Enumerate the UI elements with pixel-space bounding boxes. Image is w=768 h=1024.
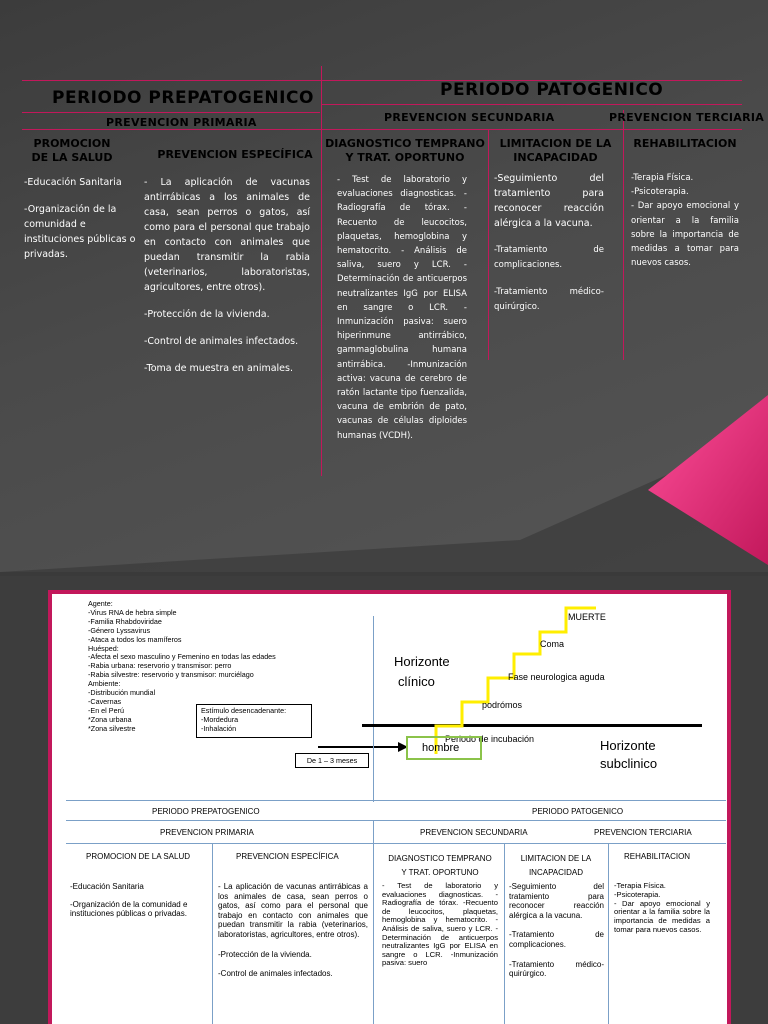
col-especifica-heading: PREVENCION ESPECÍFICA: [236, 852, 339, 861]
rehabilitacion-list: [631, 171, 739, 270]
list-item: -Control de animales infectados.: [218, 969, 333, 979]
list-item: -Tratamiento de complicaciones.: [494, 245, 604, 270]
periodo-prepatogenico-heading: PERIODO PREPATOGENICO: [152, 807, 260, 816]
podromos-label: podrómos: [482, 700, 523, 710]
col-limitacion-heading: LIMITACION DE LA INCAPACIDAD: [499, 137, 612, 164]
slide-2: [0, 576, 768, 1024]
slide-content: [52, 594, 727, 1024]
promocion-list: [70, 882, 210, 919]
col-diagnostico-heading: DIAGNOSTICO TEMPRANO Y TRAT. OPORTUNO: [325, 137, 485, 164]
col-promocion-heading: PROMOCION DE LA SALUD: [86, 852, 191, 861]
incubacion-label: Periodo de incubación: [445, 734, 535, 744]
col-limitacion-heading: LIMITACION DE LA INCAPACIDAD: [520, 854, 592, 877]
list-item: -Terapia Física.: [614, 881, 666, 890]
col-promocion-heading: PROMOCION DE LA SALUD: [31, 137, 113, 164]
especifica-list: [144, 175, 310, 388]
header-rule-right: [322, 104, 742, 105]
prevention-rule: [22, 129, 742, 130]
col-rehabilitacion-heading: REHABILITACION: [624, 852, 691, 861]
muerte-label: MUERTE: [568, 612, 606, 622]
especifica-list: [218, 882, 368, 979]
list-item: - Dar apoyo emocional y orientar a la familia sobre la importancia de medidas a tomar para nuevos casos.: [631, 201, 739, 269]
list-item: -Psicoterapia.: [614, 889, 661, 899]
horizonte-subclinico-label: Horizonte subclinico: [600, 738, 658, 771]
list-item: -Protección de la vivienda.: [144, 309, 270, 320]
list-item: -Educación Sanitaria: [24, 177, 122, 188]
limitacion-list: [509, 882, 604, 979]
arrow-right-icon: [318, 740, 408, 754]
table-divider-left: [212, 843, 213, 1024]
list-item: -Terapia Física.: [631, 173, 694, 183]
list-item: - La aplicación de vacunas antirrábicas a los animales de casa, sean perros o gatos, así como para el personal que trabajo en contacto con animales que puedan transmitir la rabia (veterinarios, laboratoristas, agricultores, entre otros).: [144, 177, 310, 293]
coma-label: Coma: [540, 639, 565, 649]
list-item: -Educación Sanitaria: [70, 882, 144, 891]
list-item: -Psicoterapia.: [631, 187, 689, 198]
table-divider-right-1: [504, 843, 505, 1024]
col-diagnostico-heading: DIAGNOSTICO TEMPRANO Y TRAT. OPORTUNO: [388, 854, 492, 877]
prevencion-secundaria-heading: PREVENCION SECUNDARIA: [384, 111, 555, 124]
col-rehabilitacion-heading: REHABILITACION: [633, 137, 737, 150]
agente-list: Agente: -Virus RNA de hebra simple -Familia Rhabdoviridae -Género Lyssavirus -Ataca a todos los mamíferos Huésped: -Afecta el sexo masculino y Femenino en todas las edades -Rabia urbana: reservorio y transmisor: perro -Rabia silvestre: reservorio y transmisor: murciélago Ambiente: -Distribución mundial -Cavernas -En el Perú *Zona urbana *Zona silvestre: [88, 599, 276, 733]
col-divider-2: [623, 110, 624, 360]
list-item: -Protección de la vivienda.: [218, 949, 312, 959]
estimulo-box: Estímulo desencadenante: -Mordedura -Inhalación: [196, 704, 312, 738]
prevencion-primaria-heading: PREVENCION PRIMARIA: [106, 116, 257, 129]
header-rule-left: [22, 112, 320, 113]
diagnostico-text: - Test de laboratorio y evaluaciones diagnosticas. -Radiografía de tórax. -Recuento de leucocitos, plaquetas, hemoglobina y hematocrito. - Análisis de saliva, suero y LCR. -Determinación de anticuerpos neutralizantes IgG por ELISA en sangre o LCR. -Inmunización pasiva: suero hiperinmune antirrábico, gammaglobulina humana antirrábica. -Inmunización activa: vacuna de cerebro de ratón lactante tipo fuenzalida, vacuna de embrión de pato, vacunas de células diploides humanas (VCDH).: [337, 175, 467, 441]
list-item: -Tratamiento de complicaciones.: [509, 930, 604, 949]
promocion-list: [24, 175, 148, 274]
table-rule-2: [66, 820, 726, 821]
fase-label: Fase neurologica aguda: [508, 672, 605, 682]
table-rule-3: [66, 843, 726, 844]
list-item: - Dar apoyo emocional y orientar a la familia sobre la importancia de medidas a tomar para nuevos casos.: [614, 898, 710, 934]
list-item: -Tratamiento médico-quirúrgico.: [494, 287, 604, 312]
period-divider: [373, 616, 374, 802]
diagnostico-text: - Test de laboratorio y evaluaciones diagnosticas. -Radiografía de tórax. -Recuento de leucocitos, plaquetas, hemoglobina y hematocrito. - Análisis de saliva, suero y LCR. -Determinación de anticuerpos neutralizantes IgG por ELISA en sangre o LCR. -Inmunización pasiva: suero: [382, 881, 498, 968]
prevencion-secundaria-heading: PREVENCION SECUNDARIA: [420, 828, 528, 837]
list-item: -Seguimiento del tratamiento para reconocer reacción alérgica a la vacuna.: [494, 173, 604, 229]
pink-accent-shape: [648, 395, 768, 565]
list-item: -Control de animales infectados.: [144, 336, 299, 347]
col-especifica-heading: PREVENCION ESPECÍFICA: [157, 148, 313, 161]
list-item: - La aplicación de vacunas antirrábicas a los animales de casa, sean perros o gatos, así como para el personal que trabajo en contacto con animales que puedan transmitir la rabia (veterinarios, laboratoristas, agricultores, entre otros).: [218, 882, 368, 939]
list-item: -Organización de la comunidad e instituciones públicas o privadas.: [24, 204, 136, 260]
hombre-box: hombre: [406, 736, 482, 760]
table-divider-center: [373, 820, 374, 1024]
table-divider-right-2: [608, 843, 609, 1024]
periodo-patogenico-heading: PERIODO PATOGENICO: [532, 807, 624, 816]
limitacion-list: [494, 171, 604, 327]
prevencion-terciaria-heading: PREVENCION TERCIARIA: [594, 828, 692, 837]
periodo-prepatogenico-heading: PERIODO PREPATOGENICO: [52, 88, 314, 108]
rehabilitacion-list: [614, 882, 710, 935]
prevencion-primaria-heading: PREVENCION PRIMARIA: [160, 828, 254, 837]
list-item: -Toma de muestra en animales.: [144, 363, 293, 374]
table-rule-1: [66, 800, 726, 801]
period-divider: [321, 66, 322, 476]
list-item: -Tratamiento médico-quirúrgico.: [509, 959, 604, 979]
prevencion-terciaria-heading: PREVENCION TERCIARIA: [609, 111, 765, 124]
horizonte-clinico-label: Horizonte clínico: [394, 654, 450, 689]
list-item: -Organización de la comunidad e instituciones públicas o privadas.: [70, 899, 188, 919]
duracion-box: De 1 – 3 meses: [295, 753, 369, 768]
list-item: -Seguimiento del tratamiento para reconocer reacción alérgica a la vacuna.: [509, 882, 604, 920]
periodo-patogenico-heading: PERIODO PATOGENICO: [440, 80, 664, 100]
